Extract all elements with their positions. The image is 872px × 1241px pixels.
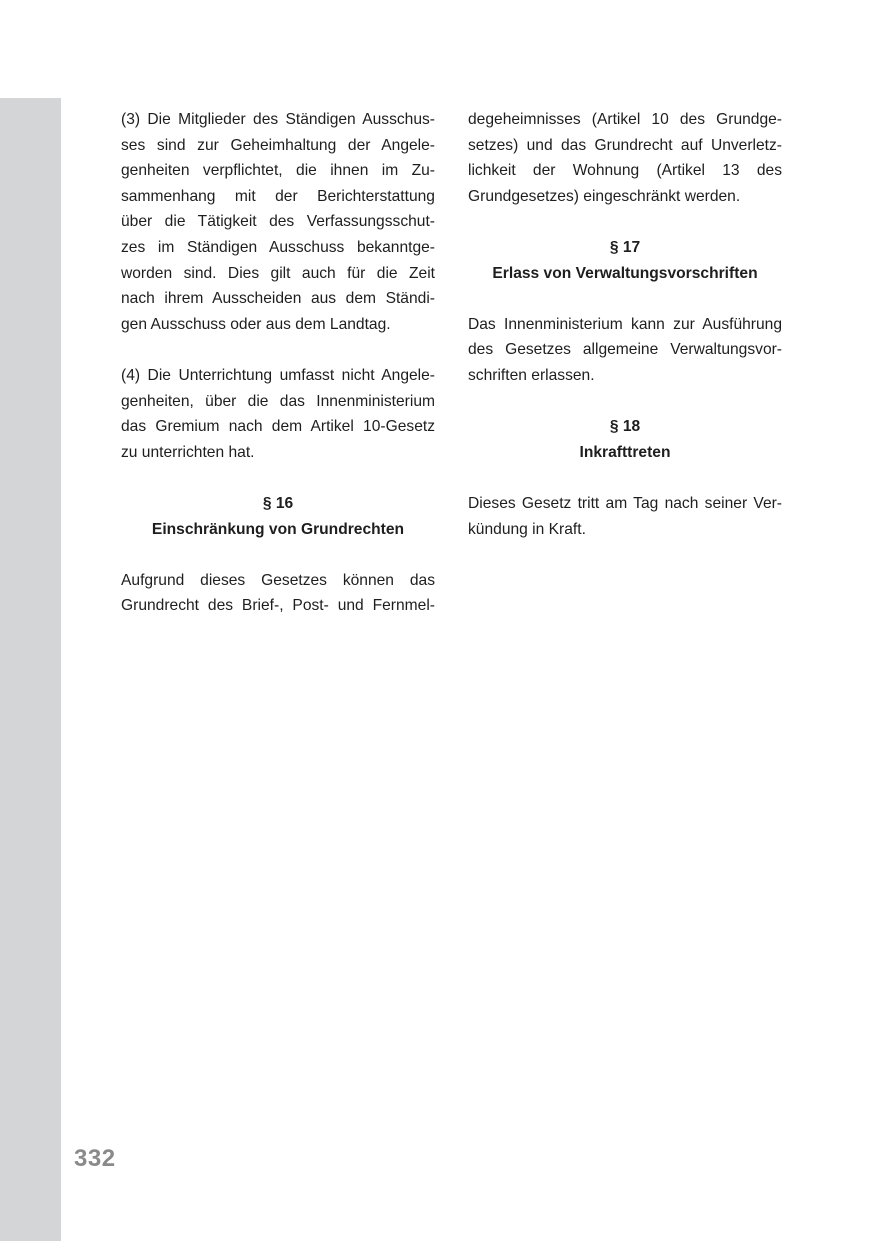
text-line: das Gremium nach dem Artikel 10-Gesetz	[121, 418, 435, 436]
text-line: zes im Ständigen Ausschuss bekanntge-	[121, 238, 435, 256]
section-16	[121, 491, 435, 619]
text-line: setzes) und das Grundrecht auf Unverletz-	[468, 136, 782, 154]
text-line: (4) Die Unterrichtung umfasst nicht Angele-	[121, 366, 435, 384]
section-title: Einschränkung von Grundrechten	[151, 520, 405, 538]
text-line: Grundrecht des Brief-, Post- und Fernmel-	[121, 597, 435, 615]
text-line: Dieses Gesetz tritt am Tag nach seiner Ver-	[468, 494, 782, 512]
section-title: Inkrafttreten	[579, 443, 671, 461]
paragraph-3	[121, 107, 435, 337]
text-line: genheiten, über die das Innenministerium	[121, 392, 435, 410]
side-margin-bar	[0, 98, 61, 1241]
text-line: Grundgesetzes) eingeschränkt werden.	[468, 187, 741, 205]
text-line: zu unterrichten hat.	[121, 443, 255, 461]
text-line: nach ihrem Ausscheiden aus dem Ständi-	[121, 290, 435, 308]
section-number: § 18	[609, 418, 641, 436]
section-title: Erlass von Verwaltungsvorschriften	[492, 264, 758, 282]
text-line: Aufgrund dieses Gesetzes können das	[121, 571, 435, 589]
paragraph-4	[121, 363, 435, 465]
section-number: § 16	[262, 494, 294, 512]
right-column	[468, 107, 782, 542]
text-line: ses sind zur Geheimhaltung der Angele-	[121, 136, 435, 154]
text-line: des Gesetzes allgemeine Verwaltungsvor-	[468, 341, 782, 359]
section-17	[468, 235, 782, 389]
section-16-continuation	[468, 107, 782, 209]
text-line: Das Innenministerium kann zur Ausführung	[468, 315, 782, 333]
left-column	[121, 107, 435, 619]
section-18	[468, 414, 782, 542]
text-line: gen Ausschuss oder aus dem Landtag.	[121, 315, 391, 333]
section-number: § 17	[609, 238, 641, 256]
text-line: sammenhang mit der Berichterstattung	[121, 187, 435, 205]
text-line: kündung in Kraft.	[468, 520, 586, 538]
text-line: lichkeit der Wohnung (Artikel 13 des	[468, 162, 782, 180]
text-line: degeheimnisses (Artikel 10 des Grundge-	[468, 111, 782, 128]
page-number: 332	[74, 1145, 116, 1172]
text-line: schriften erlassen.	[468, 366, 595, 384]
text-line: worden sind. Dies gilt auch für die Zeit	[121, 264, 435, 282]
text-line: über die Tätigkeit des Verfassungsschut-	[121, 213, 435, 231]
text-line: genheiten verpflichtet, die ihnen im Zu-	[121, 162, 435, 180]
text-line: (3) Die Mitglieder des Ständigen Ausschus-	[121, 111, 435, 128]
